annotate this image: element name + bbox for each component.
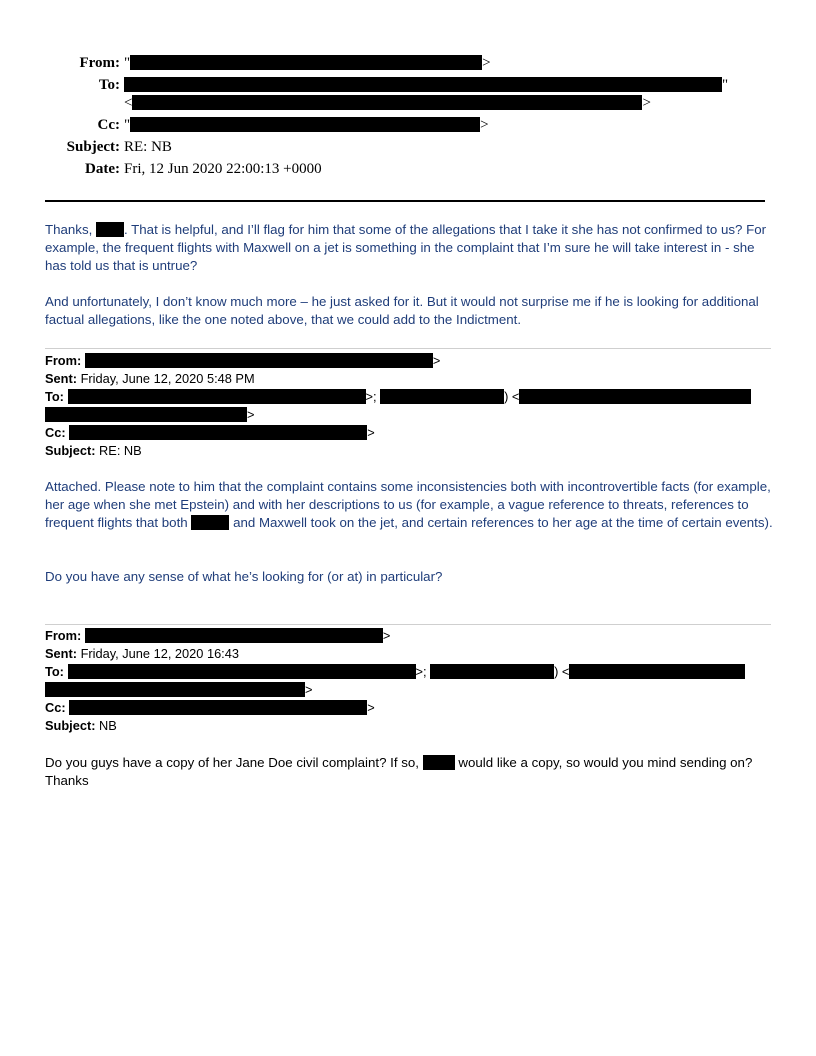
redaction — [69, 700, 367, 715]
reply-text: Thanks, — [45, 222, 93, 237]
redaction — [69, 425, 367, 440]
cc-label: Cc: — [97, 117, 120, 133]
msg3-cc: Cc: > — [45, 700, 375, 715]
redaction — [130, 55, 482, 70]
from-label: From: — [79, 55, 120, 71]
msg2-from: From: > — [45, 353, 441, 368]
to-value: " — [124, 74, 728, 96]
redaction — [68, 664, 416, 679]
date-value: Fri, 12 Jun 2020 22:00:13 +0000 — [124, 161, 322, 177]
redaction — [45, 407, 247, 422]
reply-paragraph-2 — [45, 293, 775, 329]
msg2-cc: Cc: > — [45, 425, 375, 440]
reply-paragraph-1 — [45, 221, 775, 275]
msg3-from: From: > — [45, 628, 391, 643]
redaction — [85, 353, 433, 368]
redaction — [380, 389, 504, 404]
msg2-to: To: >; ) < — [45, 388, 775, 406]
message-divider — [45, 348, 771, 349]
msg3-sent: Sent: Friday, June 12, 2020 16:43 — [45, 646, 239, 661]
msg3-header — [45, 627, 775, 735]
msg2-paragraph-1 — [45, 478, 775, 532]
redaction — [569, 664, 745, 679]
msg3-to: To: >; ) < — [45, 663, 775, 681]
redaction — [85, 628, 383, 643]
redaction — [191, 515, 229, 530]
msg3-body — [45, 754, 775, 790]
to-value-cont: < > — [124, 95, 651, 111]
msg2-to-cont: > — [45, 406, 775, 424]
redaction — [124, 77, 722, 92]
msg2-header — [45, 352, 775, 460]
subject-value: RE: NB — [124, 139, 172, 155]
msg2-sent: Sent: Friday, June 12, 2020 5:48 PM — [45, 371, 255, 386]
msg2-text: Do you have any sense of what he’s looking for (or at) in particular? — [45, 569, 443, 584]
redaction — [132, 95, 642, 110]
msg2-subject: Subject: RE: NB — [45, 443, 142, 458]
msg3-text: would like a copy, so would you mind sending on? — [458, 755, 753, 770]
date-label: Date: — [85, 161, 120, 177]
redaction — [45, 682, 305, 697]
redaction — [423, 755, 455, 770]
reply-text: And unfortunately, I don’t know much more – he just asked for it. But it would not surprise me if he is looking for additional factual allegations, like the one noted above, that we could add to the Indictment. — [45, 294, 759, 327]
cc-value: " > — [124, 117, 489, 133]
from-value: " > — [124, 55, 491, 71]
redaction — [130, 117, 480, 132]
msg2-paragraph-2 — [45, 568, 775, 586]
msg3-subject: Subject: NB — [45, 718, 117, 733]
msg2-text: and Maxwell took on the jet, and certain references to her age at the time of certain events). — [233, 515, 773, 530]
redaction — [68, 389, 366, 404]
redaction — [430, 664, 554, 679]
message-divider — [45, 624, 771, 625]
msg3-to-cont: > — [45, 681, 775, 699]
header-divider — [45, 200, 765, 202]
reply-text: . That is helpful, and I’ll flag for him that some of the allegations that I take it she has not confirmed to us? For example, the frequent flights with Maxwell on a jet is something in the complaint that I’m sure he will take interest in - she has told us that is untrue? — [45, 222, 767, 273]
msg2-text: Attached. Please note to him that the complaint contains some inconsistencies both with incontrovertible facts (for example, her age when she met Epstein) and with her descriptions to us (for example, a vague reference to threats, references to frequent flights that both — [45, 479, 771, 530]
to-label: To: — [98, 77, 120, 93]
redaction — [519, 389, 751, 404]
subject-label: Subject: — [66, 139, 120, 155]
redaction — [96, 222, 124, 237]
msg3-text: Do you guys have a copy of her Jane Doe civil complaint? If so, — [45, 755, 419, 770]
msg3-text: Thanks — [45, 773, 89, 788]
